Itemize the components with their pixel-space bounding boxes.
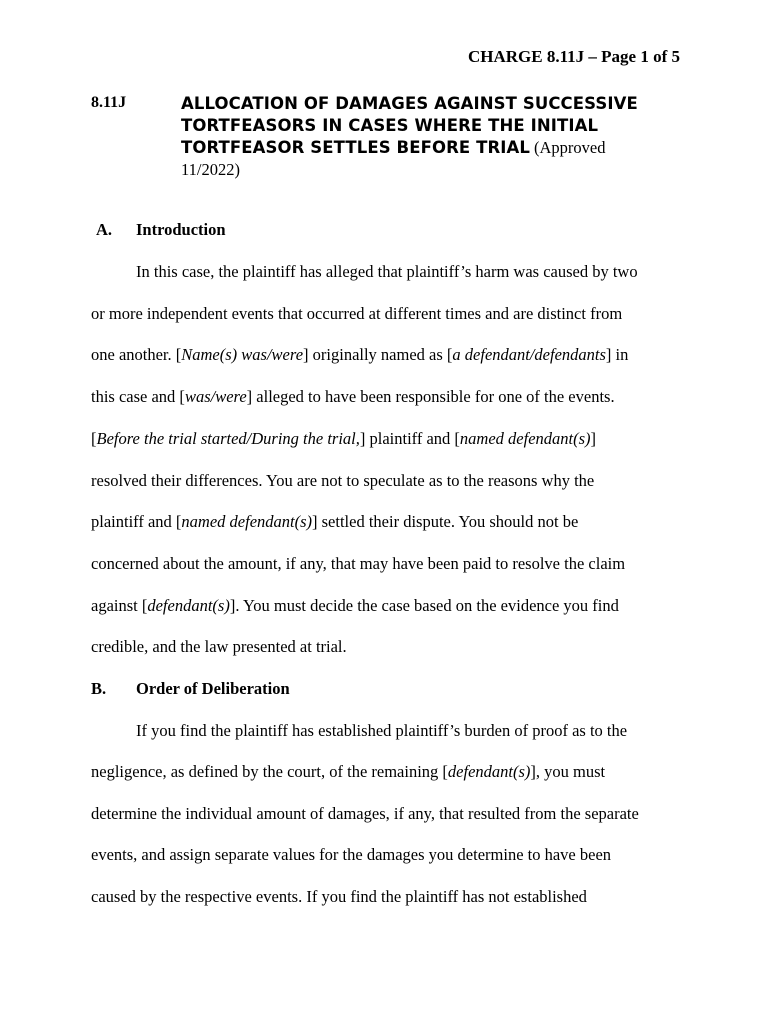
approved-note-2: 11/2022) [181, 160, 240, 179]
paragraph-line: plaintiff and [named defendant(s)] settled their dispute. You should not be [91, 512, 579, 531]
approved-note-1: (Approved [533, 138, 606, 157]
paragraph-line: or more independent events that occurred at different times and are distinct from [91, 304, 623, 323]
paragraph-line: negligence, as defined by the court, of the remaining [defendant(s)], you must [91, 762, 606, 781]
section-letter: B. [91, 679, 107, 698]
title-line-3: TORTFEASOR SETTLES BEFORE TRIAL [181, 138, 530, 157]
paragraph-line: concerned about the amount, if any, that may have been paid to resolve the claim [91, 554, 626, 573]
paragraph-line: In this case, the plaintiff has alleged that plaintiff’s harm was caused by two [136, 262, 638, 281]
paragraph-line: caused by the respective events. If you find the plaintiff has not established [91, 887, 587, 906]
charge-title [181, 93, 681, 181]
paragraph-line: against [defendant(s)]. You must decide the case based on the evidence you find [91, 596, 619, 615]
paragraph-line: this case and [was/were] alleged to have been responsible for one of the events. [91, 387, 615, 406]
paragraph-line: events, and assign separate values for the damages you determine to have been [91, 845, 612, 864]
charge-number: 8.11J [91, 94, 127, 111]
paragraph-line: determine the individual amount of damages, if any, that resulted from the separate [91, 804, 639, 823]
title-line-1: ALLOCATION OF DAMAGES AGAINST SUCCESSIVE [181, 94, 638, 113]
paragraph-line: If you find the plaintiff has established plaintiff’s burden of proof as to the [136, 721, 628, 740]
section-title: Order of Deliberation [136, 679, 290, 698]
paragraph-line: resolved their differences. You are not to speculate as to the reasons why the [91, 471, 595, 490]
paragraph-line: [Before the trial started/During the trial,] plaintiff and [named defendant(s)] [91, 429, 597, 448]
page-header: CHARGE 8.11J – Page 1 of 5 [467, 47, 680, 66]
title-line-2: TORTFEASORS IN CASES WHERE THE INITIAL [181, 116, 599, 135]
paragraph-line: credible, and the law presented at trial. [91, 637, 347, 656]
section-title: Introduction [136, 220, 226, 239]
section-letter: A. [96, 220, 113, 239]
paragraph-line: one another. [Name(s) was/were] originally named as [a defendant/defendants] in [91, 345, 629, 364]
